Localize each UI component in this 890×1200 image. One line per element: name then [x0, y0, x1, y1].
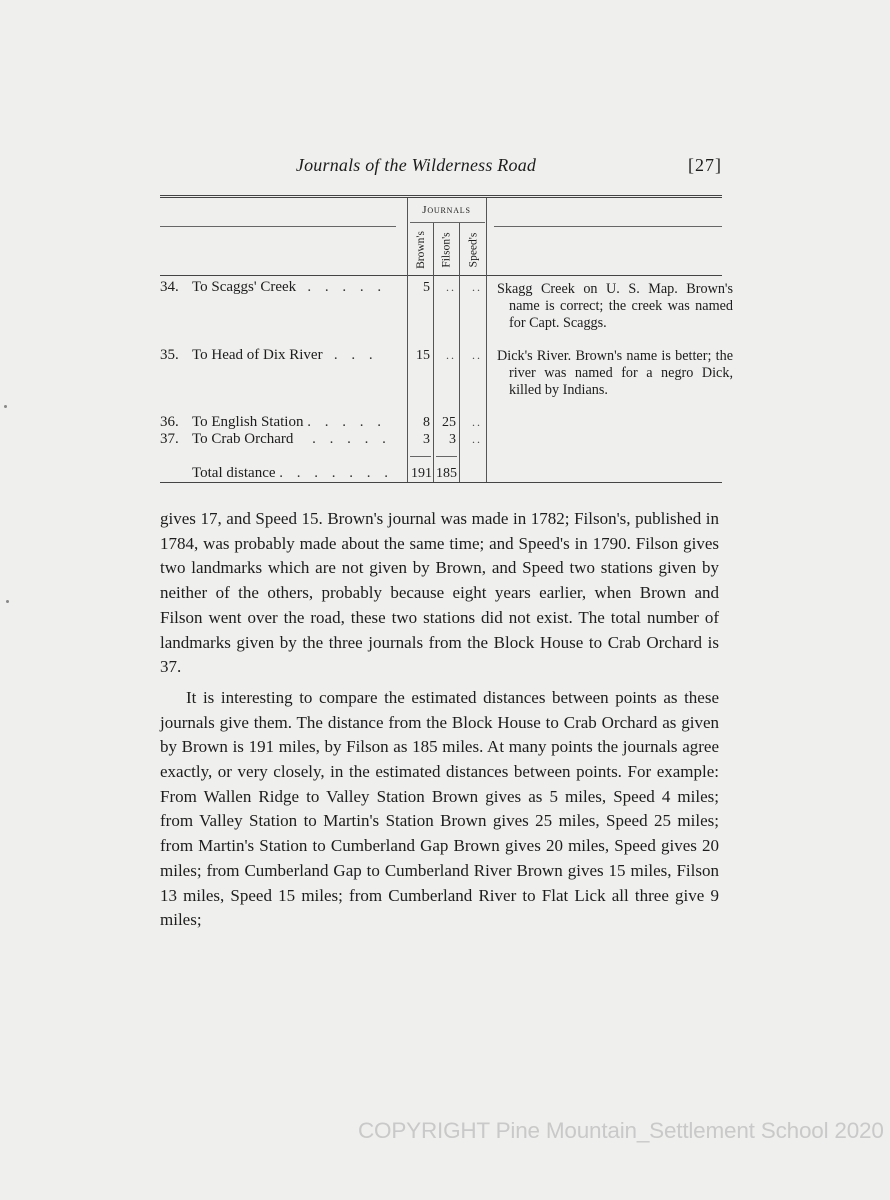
header-bottom-rule — [160, 275, 722, 276]
running-title: Journals of the Wilderness Road — [295, 155, 537, 175]
total-filson: 185 — [436, 466, 457, 481]
cell-speed: .. — [472, 280, 482, 294]
header-rule-journals — [410, 222, 485, 223]
col-header-filsons: Filson's — [441, 232, 453, 268]
cell-speed: .. — [472, 348, 482, 362]
total-row-label: Total distance . . . . . . . — [192, 465, 394, 481]
cell-brown: 8 — [423, 415, 430, 430]
cell-filson: .. — [446, 280, 456, 294]
header-rule-left — [160, 226, 396, 227]
table-row-label: 35. To Head of Dix River . . . — [160, 347, 378, 363]
cell-filson: 3 — [449, 432, 456, 447]
header-rule-right — [494, 226, 722, 227]
paragraph: It is interesting to compare the estimated distances between points as these journals give them. The distance from the Block House to Crab Orchard as given by Brown is 191 miles, by Filson as 185 miles. At many points the journals agree exactly, or very closely, in the estimated distances between points. For example: From Wallen Ridge to Valley Station Brown gives as 5 miles, Speed 4 miles; from Valley Station to Martin's Station Brown gives 25 miles, Speed 25 miles; from Martin's Station to Cumberland Gap Brown gives 20 miles, Speed gives 20 miles; from Cumberland Gap to Cumberland River Brown gives 15 miles, Filson 13 miles, Speed 15 miles; from Cumberland River to Flat Lick all three give 9 miles; — [160, 687, 719, 930]
scan-speck — [4, 405, 7, 408]
row-note: Skagg Creek on U. S. Map. Brown's name is correct; the creek was named for Capt. Scaggs. — [497, 281, 733, 331]
cell-brown: 3 — [423, 432, 430, 447]
page-number: [27] — [688, 155, 722, 175]
running-head — [160, 155, 722, 179]
table-row-label: 34. To Scaggs' Creek . . . . . — [160, 279, 387, 295]
table-row-label: 36. To English Station . . . . . — [160, 414, 386, 430]
table-bottom-rule — [160, 482, 722, 483]
col-rule-4 — [486, 198, 487, 482]
copyright-watermark: COPYRIGHT Pine Mountain_Settlement School 2020 — [358, 1118, 884, 1143]
cell-brown: 15 — [416, 348, 430, 363]
table-row-label: 37. To Crab Orchard . . . . . — [160, 431, 391, 447]
cell-filson: .. — [446, 348, 456, 362]
body-text — [160, 507, 719, 933]
row-note: Dick's River. Brown's name is better; the river was named for a negro Dick, killed by Indians. — [497, 348, 733, 398]
cell-brown: 5 — [423, 280, 430, 295]
table-top-rule — [160, 195, 722, 196]
journals-distance-table — [160, 195, 733, 485]
sum-rule-filson — [436, 456, 457, 457]
cell-speed: .. — [472, 432, 482, 446]
paragraph: gives 17, and Speed 15. Brown's journal was made in 1782; Filson's, published in 1784, was probably made about the same time; and Speed's in 1790. Filson gives two landmarks which are not given by Brown, and Speed two stations given by neither of the others, probably because eight years earlier, when Brown and Filson went over the road, these two stations did not exist. The total number of landmarks given by the three journals from the Block House to Crab Orchard is 37. — [160, 509, 719, 677]
col-header-browns: Brown's — [415, 231, 428, 269]
sum-rule-brown — [410, 456, 431, 457]
cell-speed: .. — [472, 415, 482, 429]
scan-speck — [6, 600, 9, 603]
total-brown: 191 — [411, 466, 432, 481]
col-header-speeds: Speed's — [467, 232, 479, 268]
journals-group-header: Journals — [422, 204, 471, 216]
cell-filson: 25 — [442, 415, 456, 430]
table-top-rule-double — [160, 197, 722, 198]
